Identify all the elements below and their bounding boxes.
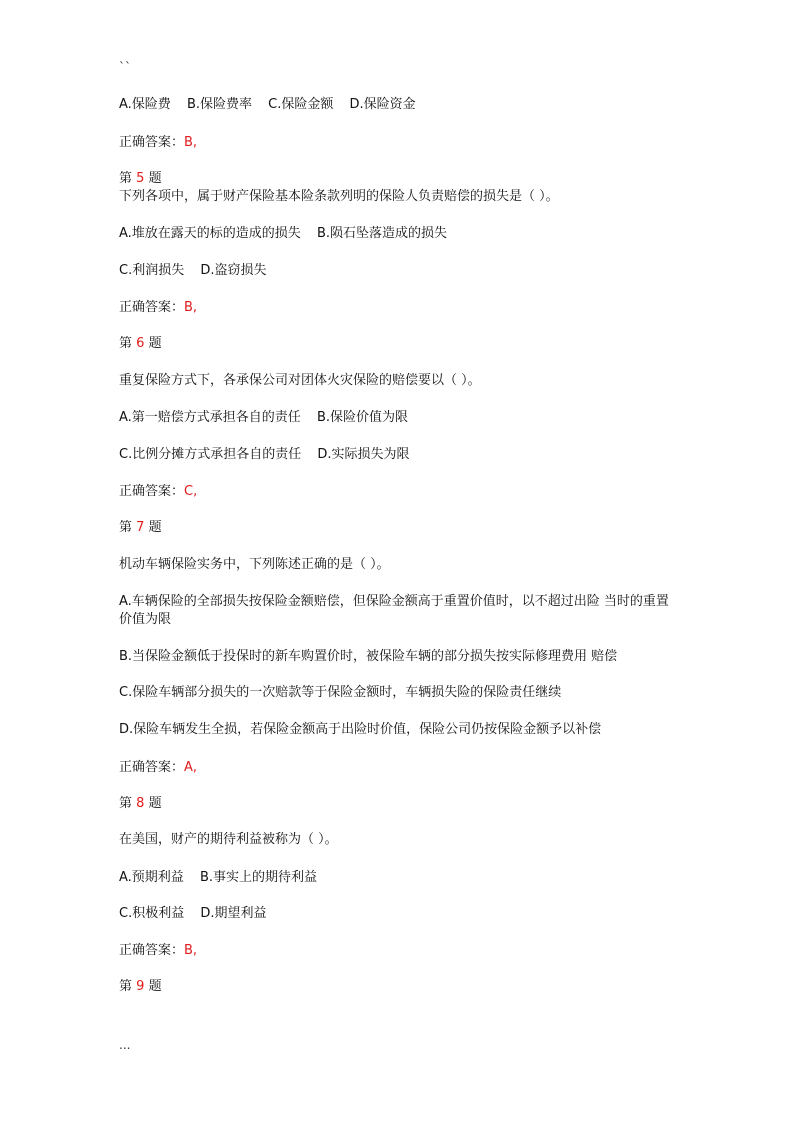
- q-prefix: 第: [119, 796, 133, 811]
- q8-option-b: B.事实上的期待利益: [199, 870, 318, 885]
- answer-label: 正确答案：: [119, 300, 185, 315]
- q5-option-c: C.利润损失: [119, 263, 185, 278]
- q-prefix: 第: [119, 336, 133, 351]
- q9-heading: [119, 978, 162, 996]
- q5-heading: [119, 170, 162, 188]
- q7-option-a: A.车辆保险的全部损失按保险金额赔偿，但保险金额高于重置价值时，以不超过出险 当时的重置价值为限: [119, 594, 669, 627]
- q5-answer-line: [119, 299, 197, 317]
- answer-label: 正确答案：: [119, 943, 185, 958]
- q8-options-line1: [119, 869, 317, 887]
- q-suffix: 题: [148, 979, 162, 994]
- q-prefix: 第: [119, 979, 133, 994]
- q4-option-a: A.保险费: [119, 97, 171, 112]
- q4-option-d: D.保险资金: [349, 97, 416, 112]
- q8-option-a: A.预期利益: [119, 870, 184, 885]
- q7-answer-line: [119, 759, 197, 777]
- q7-option-c: C.保险车辆部分损失的一次赔款等于保险金额时，车辆损失险的保险责任继续: [119, 685, 562, 700]
- q8-options-line2: [119, 905, 267, 923]
- q7-heading: [119, 519, 162, 537]
- q5-options-line1: [119, 225, 447, 243]
- q8-option-c: C.积极利益: [119, 906, 185, 921]
- answer-label: 正确答案：: [119, 484, 185, 499]
- q4-option-b: B.保险费率: [186, 97, 253, 112]
- q4-answer-line: [119, 134, 197, 152]
- q8-heading: [119, 795, 162, 813]
- q7-question: 机动车辆保险实务中，下列陈述正确的是（ ）。: [119, 557, 390, 572]
- footer-mark: ...: [119, 1038, 131, 1052]
- q8-question: 在美国，财产的期待利益被称为（ ）。: [119, 832, 338, 847]
- q4-answer: B,: [184, 135, 198, 150]
- q5-number: 5: [136, 171, 145, 186]
- q6-options-line1: [119, 409, 408, 427]
- q7-option-d: D.保险车辆发生全损，若保险金额高于出险时价值，保险公司仍按保险金额予以补偿: [119, 722, 602, 737]
- q6-answer-line: [119, 483, 197, 501]
- q6-option-b: B.保险价值为限: [316, 410, 409, 425]
- header-mark: ``: [119, 60, 131, 74]
- q-prefix: 第: [119, 171, 133, 186]
- q-suffix: 题: [148, 336, 162, 351]
- q7-answer: A,: [184, 760, 198, 775]
- q9-number: 9: [136, 979, 145, 994]
- q6-question: 重复保险方式下，各承保公司对团体火灾保险的赔偿要以（ ）。: [119, 373, 481, 388]
- q6-option-c: C.比例分摊方式承担各自的责任: [119, 447, 302, 462]
- q6-options-line2: [119, 446, 410, 464]
- q6-answer: C,: [184, 484, 198, 499]
- answer-label: 正确答案：: [119, 760, 185, 775]
- q6-heading: [119, 335, 162, 353]
- q8-answer-line: [119, 942, 197, 960]
- q6-number: 6: [136, 336, 145, 351]
- answer-label: 正确答案：: [119, 135, 185, 150]
- q8-number: 8: [136, 796, 145, 811]
- q6-option-d: D.实际损失为限: [317, 447, 410, 462]
- q6-option-a: A.第一赔偿方式承担各自的责任: [119, 410, 301, 425]
- q5-answer: B,: [184, 300, 198, 315]
- q-prefix: 第: [119, 520, 133, 535]
- q-suffix: 题: [148, 171, 162, 186]
- q5-option-a: A.堆放在露天的标的造成的损失: [119, 226, 301, 241]
- q-suffix: 题: [148, 796, 162, 811]
- q7-option-b: B.当保险金额低于投保时的新车购置价时，被保险车辆的部分损失按实际修理费用 赔偿: [119, 649, 618, 664]
- q7-number: 7: [136, 520, 145, 535]
- q4-options-line1: [119, 96, 416, 114]
- q8-answer: B,: [184, 943, 198, 958]
- q-suffix: 题: [148, 520, 162, 535]
- q5-question: 下列各项中，属于财产保险基本险条款列明的保险人负责赔偿的损失是（ ）。: [119, 189, 559, 204]
- q4-option-c: C.保险金额: [268, 97, 334, 112]
- q8-option-d: D.期望利益: [200, 906, 267, 921]
- q5-option-b: B.陨石坠落造成的损失: [316, 226, 448, 241]
- q5-option-d: D.盗窃损失: [200, 263, 267, 278]
- q5-options-line2: [119, 262, 267, 280]
